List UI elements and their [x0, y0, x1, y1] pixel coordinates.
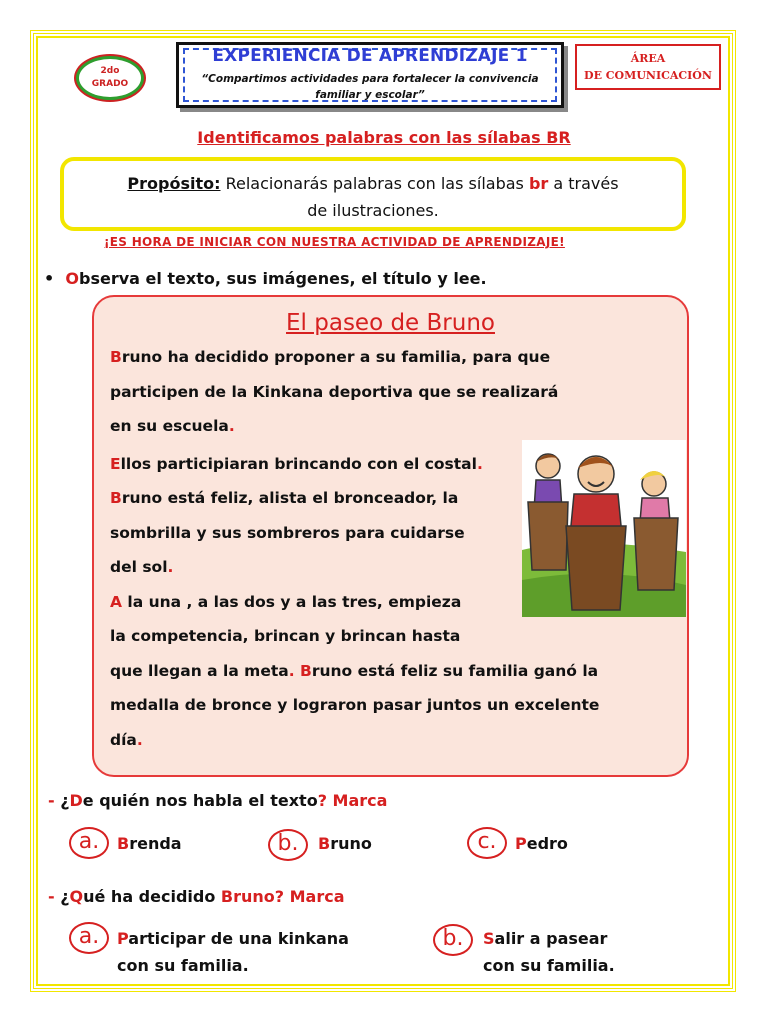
question-1: - ¿De quién nos habla el texto? Marca	[48, 791, 388, 810]
story-paragraph: Bruno está feliz, alista el bronceador, la sombrilla y sus sombreros para cuidarse del sol.	[110, 489, 465, 576]
grade-label: GRADO	[91, 79, 129, 89]
purpose-label: Propósito:	[127, 174, 221, 193]
story-paragraph: Bruno ha decidido proponer a su familia, para que participen de la Kinkana deportiva que se realizará en su escuela.	[110, 348, 559, 435]
purpose-box: Propósito: Relacionarás palabras con las sílabas br a través de ilustraciones.	[60, 157, 686, 231]
option-a-circle[interactable]: a.	[69, 922, 109, 954]
grade-badge	[74, 54, 146, 102]
option-a-label[interactable]: Participar de una kinkana con su familia.	[117, 929, 349, 975]
header-title: EXPERIENCIA DE APRENDIZAJE 1	[212, 46, 528, 66]
option-a-label[interactable]: Brenda	[117, 834, 182, 853]
option-c-label[interactable]: Pedro	[515, 834, 568, 853]
option-c-circle[interactable]: c.	[467, 827, 507, 859]
topic-title: Identificamos palabras con las sílabas BR	[197, 128, 571, 147]
grade-number: 2do	[100, 66, 120, 76]
option-b-circle[interactable]: b.	[268, 829, 308, 861]
story-title: El paseo de Bruno	[286, 310, 495, 336]
area-label: ÁREA	[630, 52, 666, 65]
story-paragraph: Ellos participiaran brincando con el costal.	[110, 454, 483, 473]
instruction: • Observa el texto, sus imágenes, el título y lee.	[44, 269, 487, 288]
story-paragraph: A la una , a las dos y a las tres, empieza la competencia, brincan y brincan hasta que llegan a la meta. Bruno está feliz su familia ganó la medalla de bronce y lograron pasar juntos un excelente día.	[110, 592, 600, 749]
option-a-circle[interactable]: a.	[69, 827, 109, 859]
syllable-highlight: br	[528, 174, 549, 193]
start-banner: ¡ES HORA DE INICIAR CON NUESTRA ACTIVIDAD DE APRENDIZAJE!	[104, 235, 565, 249]
header-box	[176, 42, 564, 108]
bullet: •	[44, 269, 55, 288]
area-box	[575, 44, 721, 90]
question-2: - ¿Qué ha decidido Bruno? Marca	[48, 887, 345, 906]
sack-race-illustration	[522, 440, 686, 617]
header-subtitle: “Compartimos actividades para fortalecer la convivencia familiar y escolar”	[201, 73, 539, 101]
option-b-circle[interactable]: b.	[433, 924, 473, 956]
area-subject: DE COMUNICACIÓN	[584, 69, 712, 82]
option-b-label[interactable]: Bruno	[318, 834, 372, 853]
option-b-label[interactable]: Salir a pasear con su familia.	[483, 929, 615, 975]
